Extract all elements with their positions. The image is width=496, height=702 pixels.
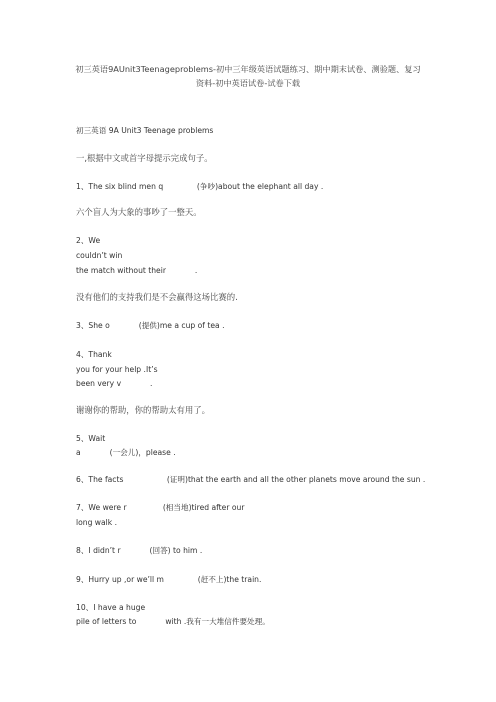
- question-5-line-2: a (一会儿)，please .: [76, 448, 176, 457]
- question-8: 8、I didn’t r (回答) to him .: [76, 546, 203, 555]
- translation-1: 六个盲人为大象的事吵了一整天。: [76, 207, 202, 217]
- title-line-1: 初三英语9AUnit3Teenageproblems-初中三年级英语试题练习、期中期末试卷、测验题、复习: [75, 64, 421, 74]
- document-title: [40, 62, 456, 90]
- question-10-line-1: 10、I have a huge: [76, 603, 146, 612]
- question-7-line-1: 7、We were r (相当地)tired after our: [76, 503, 245, 512]
- question-7-line-2: long walk .: [76, 518, 118, 527]
- translation-4: 谢谢你的帮助，你的帮助太有用了。: [76, 405, 210, 415]
- question-9: 9、Hurry up ,or we’ll m (赶不上)the train.: [76, 575, 262, 584]
- question-4-line-3: been very v .: [76, 379, 153, 388]
- question-5-line-1: 5、Wait: [76, 434, 106, 443]
- question-2-line-2: couldn’t win: [76, 251, 123, 260]
- question-2-line-1: 2、We: [76, 236, 101, 245]
- question-3: 3、She o (提供)me a cup of tea .: [76, 321, 225, 330]
- question-4-line-2: you for your help .It’s: [76, 365, 158, 374]
- question-4-line-1: 4、Thank: [76, 350, 112, 359]
- translation-2: 没有他们的支持我们是不会赢得这场比赛的.: [76, 292, 238, 302]
- question-6: 6、The facts (证明)that the earth and all the other planets move around the sun .: [76, 475, 426, 484]
- title-line-2: 资料-初中英语试卷-试卷下载: [195, 78, 301, 88]
- instruction: 一,根据中文或首字母提示完成句子。: [76, 153, 213, 163]
- question-10-line-2: pile of letters to with .我有一大堆信件要处理。: [76, 617, 270, 626]
- heading: 初三英语 9A Unit3 Teenage problems: [76, 126, 214, 135]
- question-2-line-3: the match without their .: [76, 266, 198, 275]
- question-1: 1、The six blind men q (争吵)about the elephant all day .: [76, 182, 324, 191]
